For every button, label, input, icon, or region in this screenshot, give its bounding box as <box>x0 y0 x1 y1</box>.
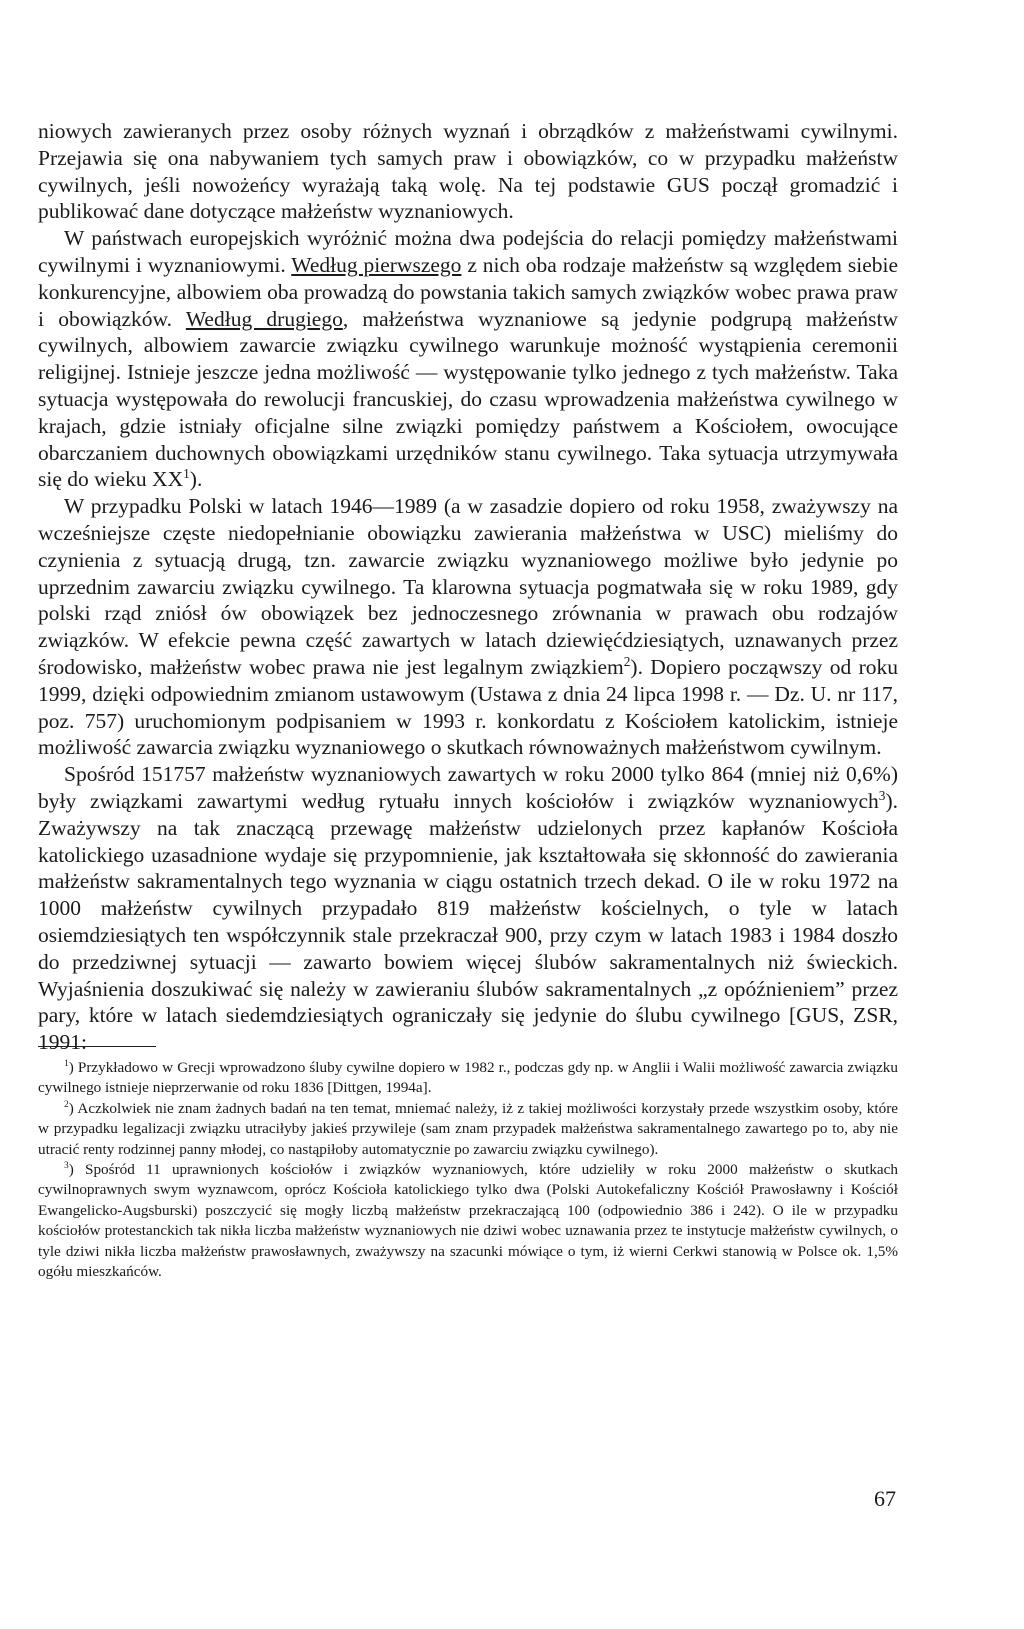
body-text <box>38 118 898 1056</box>
footnote-ref-1: 1 <box>183 466 190 482</box>
footnote-mark: 3 <box>64 1160 69 1171</box>
paragraph-2 <box>38 225 898 493</box>
paragraph-4-text-a: Spośród 151757 małżeństw wyznaniowych zawartych w roku 2000 tylko 864 (mniej niż 0,6%) były związkami zawartymi według rytuału innych kościołów i związków wyznaniowych <box>38 762 898 813</box>
footnote-mark: 2 <box>64 1099 69 1110</box>
paragraph-4-text-b: ). Zważywszy na tak znaczącą przewagę małżeństw udzielonych przez kapłanów Kościoła katolickiego uzasadnione wydaje się przypomnienie, jak kształtowała się skłonność do zawierania małżeństw sakramentalnych tego wyznania w ciągu ostatnich trzech dekad. O ile w roku 1972 na 1000 małżeństw cywilnych przypadało 819 małżeństw kościelnych, o tyle w latach osiemdziesiątych ten współczynnik stale przekraczał 900, przy czym w latach 1983 i 1984 doszło do przedziwnej sytuacji — zawarto bowiem więcej ślubów sakramentalnych niż świeckich. Wyjaśnienia doszukiwać się należy w zawieraniu ślubów sakramentalnych „z opóźnieniem” przez pary, które w latach siedemdziesiątych ograniczały się jedynie do ślubu cywilnego [GUS, ZSR, 1991: <box>38 788 898 1055</box>
footnote-text: ) Aczkolwiek nie znam żadnych badań na ten temat, mniemać należy, iż z takiej możliwości korzystały przede wszystkim osoby, które w przypadku legalizacji związku utraciłyby jakieś przywileje (sam znam przypadek małżeństwa sakramentalnego zawartego po to, aby nie utracić renty rodzinnej panny młodej, co nastąpiłoby automatycznie po zawarciu związku cywilnego). <box>38 1099 898 1158</box>
footnote-3 <box>38 1160 898 1282</box>
paragraph-4 <box>38 761 898 1056</box>
underlined-phrase-second: Według drugiego <box>185 306 343 331</box>
footnote-mark: 1 <box>64 1058 69 1069</box>
footnote-1 <box>38 1058 898 1099</box>
paragraph-3-text-b: ). Dopiero począwszy od roku 1999, dzięki odpowiednim zmianom ustawowym (Ustawa z dnia 24 lipca 1998 r. — Dz. U. nr 117, poz. 757) uruchomionym podpisaniem w 1993 r. konkordatu z Kościołem katolickim, istnieje możliwość zawarcia związku wyznaniowego o skutkach równoważnych małżeństwom cywilnym. <box>38 654 899 760</box>
footnote-ref-2: 2 <box>623 653 631 669</box>
paragraph-2-text-b: z nich oba rodzaje małżeństw są względem siebie konkurencyjne, albowiem oba prowadzą do powstania takich samych związków wobec prawa praw i obowiązków. <box>38 252 899 331</box>
paragraph-2-text-a: W państwach europejskich wyróżnić można dwa podejścia do relacji pomiędzy małżeństwami cywilnymi i wyznaniowymi. <box>38 226 898 277</box>
footnote-separator <box>38 1046 156 1047</box>
footnote-text: ) Przykładowo w Grecji wprowadzono śluby cywilne dopiero w 1982 r., podczas gdy np. w Anglii i Walii możliwość zawarcia związku cywilnego istnieje nieprzerwanie od roku 1836 [Dittgen, 1994a]. <box>38 1059 898 1097</box>
paragraph-1 <box>38 118 898 225</box>
paragraph-1-text: niowych zawieranych przez osoby różnych wyznań i obrządków z małżeństwami cywilnymi. Przejawia się ona nabywaniem tych samych praw i obowiązków, co w przypadku małżeństw cywilnych, jeśli nowożeńcy wyrażają taką wolę. Na tej podstawie GUS począł gromadzić i publikować dane dotyczące małżeństw wyznaniowych. <box>38 119 898 224</box>
paragraph-3-text-a: W przypadku Polski w latach 1946—1989 (a w zasadzie dopiero od roku 1958, zważywszy na wcześniejsze częste niedopełnianie obowiązku zawierania małżeństwa w USC) mieliśmy do czynienia z sytuacją drugą, tzn. zawarcie związku wyznaniowego możliwe było jedynie po uprzednim zawarciu związku cywilnego. Ta klarowna sytuacja pogmatwała się w roku 1989, gdy polski rząd zniósł ów obowiązek bez jednoczesnego zrównania w prawach obu rodzajów związków. W efekcie pewna część zawartych w latach dziewięćdziesiątych, uznawanych przez środowisko, małżeństw wobec prawa nie jest legalnym związkiem <box>38 494 898 679</box>
footnote-text: ) Spośród 11 uprawnionych kościołów i związków wyznaniowych, które udzieliły w roku 2000 małżeństw o skutkach cywilnoprawnych swym wyznawcom, oprócz Kościoła katolickiego tylko dwa (Polski Autokefaliczny Kościół Prawosławny i Kościół Ewangelicko-Augsburski) poszczycić się mogły liczbą małżeństw przekraczającą 100 (odpowiednio 386 i 242). O ile w przypadku kościołów protestanckich tak nikła liczba małżeństw wyznaniowych nie dziwi wobec uznawania przez te instytucje małżeństw cywilnych, o tyle dziwi nikła liczba małżeństw prawosławnych, zważywszy na szacunki mówiące o tym, iż wierni Cerkwi stanowią w Polsce ok. 1,5% ogółu mieszkańców. <box>38 1161 898 1281</box>
footnote-2 <box>38 1099 898 1160</box>
underlined-phrase-first: Według pierwszego <box>291 252 462 277</box>
paragraph-3 <box>38 493 898 761</box>
footnotes <box>38 1058 898 1282</box>
paragraph-2-text-d: ). <box>189 467 203 492</box>
paragraph-2-text-c: , małżeństwa wyznaniowe są jedynie podgrupą małżeństw cywilnych, albowiem zawarcie związku cywilnego warunkuje możność wystąpienia ceremonii religijnej. Istnieje jeszcze jedna możliwość — występowanie tylko jednego z tych małżeństw. Taka sytuacja występowała do rewolucji francuskiej, do czasu wprowadzenia małżeństwa cywilnego w krajach, gdzie istniały oficjalne silne związki pomiędzy państwem a Kościołem, owocujące obarczaniem duchownych obowiązkami urzędników stanu cywilnego. Taka sytuacja utrzymywała się do wieku XX <box>38 306 898 492</box>
page-number: 67 <box>874 1486 896 1511</box>
footnote-ref-3: 3 <box>878 787 886 803</box>
